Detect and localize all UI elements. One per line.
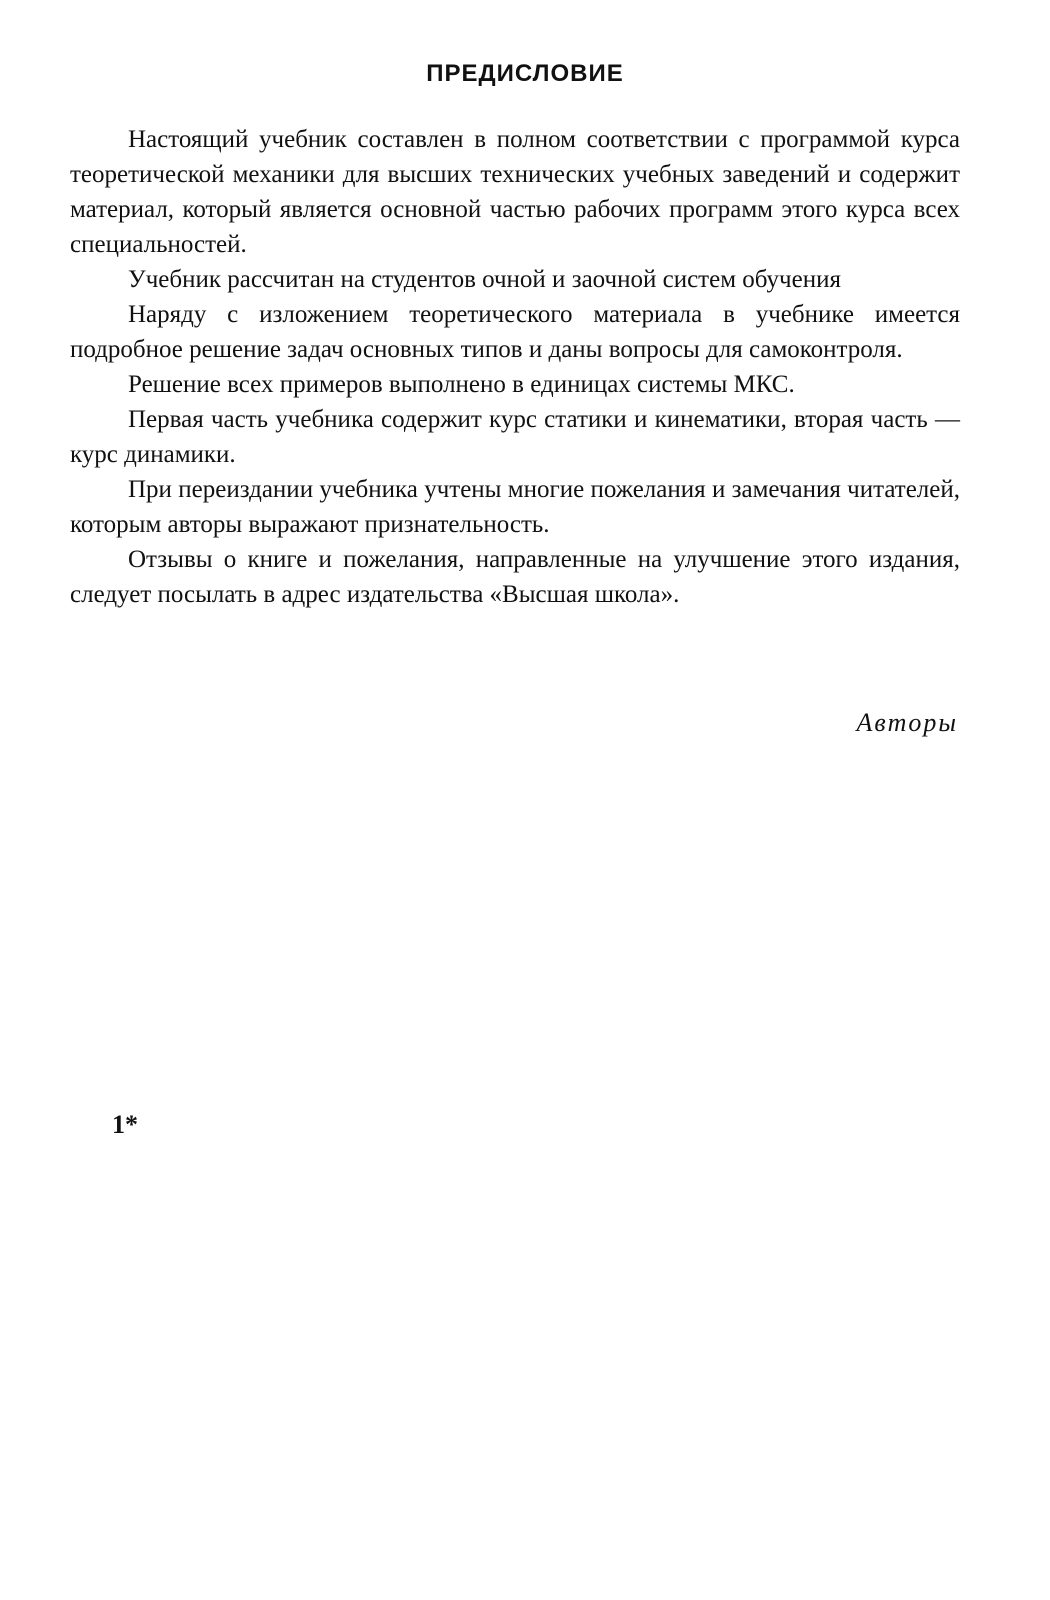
paragraph-6: При переиздании учебника учтены многие пожелания и замечания читателей, которым авторы выражают признательность. bbox=[70, 476, 960, 538]
sheet-mark: 1* bbox=[112, 1110, 138, 1139]
preface-body bbox=[70, 122, 960, 612]
authors-signature: Авторы bbox=[856, 708, 958, 737]
paragraph-2: Учебник рассчитан на студентов очной и заочной систем обучения bbox=[128, 266, 841, 293]
page-title: ПРЕДИСЛОВИЕ bbox=[426, 60, 624, 87]
paragraph-3: Наряду с изложением теоретического материала в учебнике имеется подробное решение задач основных типов и даны вопросы для самоконтроля. bbox=[70, 301, 960, 363]
paragraph-4: Решение всех примеров выполнено в единицах системы МКС. bbox=[128, 371, 795, 398]
paragraph-5: Первая часть учебника содержит курс статики и кинематики, вторая часть — курс динамики. bbox=[70, 406, 960, 468]
paragraph-1: Настоящий учебник составлен в полном соответствии с программой курса теоретической механики для высших технических учебных заведений и содержит материал, который является основной частью рабочих программ этого курса всех специальностей. bbox=[70, 126, 960, 258]
paragraph-7: Отзывы о книге и пожелания, направленные на улучшение этого издания, следует посылать в адрес издательства «Высшая школа». bbox=[70, 546, 960, 608]
